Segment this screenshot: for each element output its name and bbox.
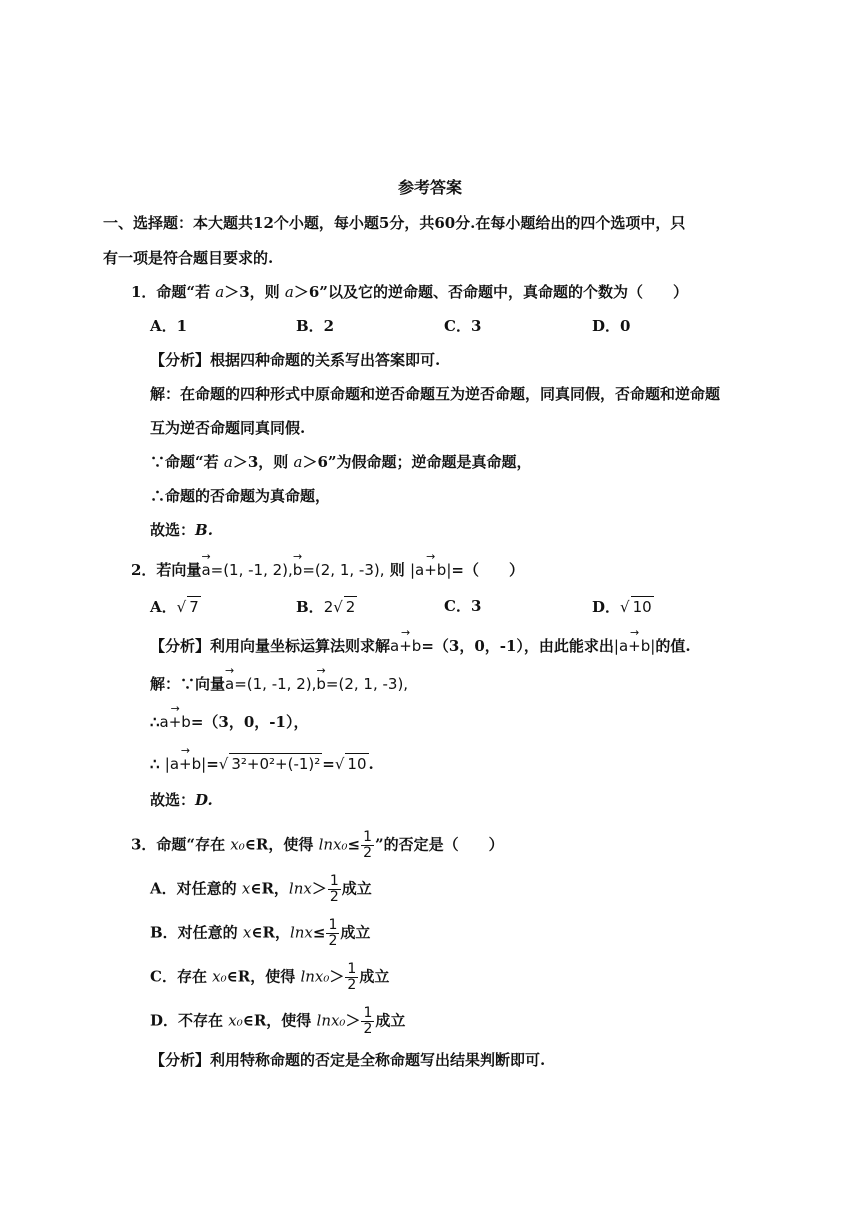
q1-option-b: B．2: [296, 317, 335, 335]
q1-option-c: C．3: [444, 317, 482, 335]
q1-solution-line3: ∵命题“若 a＞3，则 a＞6”为假命题；逆命题是真命题，: [150, 453, 532, 471]
q3-stem: 3．命题“存在 x₀∈R，使得 lnx₀≤ $\frac{1}{2}$ ”的否定是（ ）: [131, 829, 504, 861]
section-heading-line2: 有一项是符合题目要求的.: [103, 249, 274, 267]
q1-option-d: D．0: [592, 317, 631, 335]
q1-analysis: 【分析】根据四种命题的关系写出答案即可.: [150, 351, 441, 369]
fraction: $\frac{1}{2}$: [347, 961, 357, 993]
q1-solution-line1: 解：在命题的四种形式中原命题和逆否命题互为逆否命题，同真同假，否命题和逆命题: [150, 385, 721, 403]
q1-answer: 故选：B.: [150, 521, 213, 539]
q1-option-a: A．1: [150, 317, 188, 335]
q1-solution-line4: ∴命题的否命题为真命题，: [150, 487, 331, 505]
q2-option-b: B．2√ 2: [296, 598, 356, 616]
q2-stem: 2．若向量→ a=(1, -1, 2),→ b=(2, 1, -3), 则 |→ a+b|=（ ）: [131, 558, 524, 580]
q3-option-b: B．对任意的 x∈R，lnx≤ $\frac{1}{2}$ 成立: [150, 917, 371, 949]
q2-analysis: 【分析】利用向量坐标运算法则求解→ a+b=（3，0，-1），由此能求出|→ a+b|的值.: [150, 634, 691, 656]
fraction: $\frac{1}{2}$: [363, 1005, 373, 1037]
q3-option-c: C．存在 x₀∈R，使得 lnx₀＞ $\frac{1}{2}$ 成立: [150, 961, 390, 993]
q2-option-a: A．√ 7: [150, 598, 199, 616]
q1-stem: 1．命题“若 a＞3，则 a＞6”以及它的逆命题、否命题中，真命题的个数为（ ）: [131, 283, 688, 301]
fraction: $\frac{1}{2}$: [329, 873, 339, 905]
q2-solution-line2: ∴→ a+b=（3，0，-1），: [150, 710, 308, 732]
q3-option-a: A．对任意的 x∈R，lnx＞ $\frac{1}{2}$ 成立: [150, 873, 372, 905]
section-heading-line1: 一、选择题：本大题共12个小题，每小题5分，共60分.在每小题给出的四个选项中，只: [103, 214, 686, 232]
q2-solution-line1: 解：∵向量→ a=(1, -1, 2),→ b=(2, 1, -3),: [150, 672, 408, 694]
fraction: $\frac{1}{2}$: [363, 829, 373, 861]
q1-solution-line2: 互为逆否命题同真同假.: [150, 419, 306, 437]
page-title: 参考答案: [397, 178, 462, 197]
fraction: $\frac{1}{2}$: [328, 917, 338, 949]
q2-option-d: D．√ 10: [592, 598, 652, 616]
q3-option-d: D．不存在 x₀∈R，使得 lnx₀＞ $\frac{1}{2}$ 成立: [150, 1005, 406, 1037]
q2-answer: 故选：D.: [150, 791, 213, 809]
q3-analysis: 【分析】利用特称命题的否定是全称命题写出结果判断即可.: [150, 1051, 546, 1069]
q2-option-c: C．3: [444, 597, 482, 615]
q2-solution-line3: ∴ |→ a+b|=√ 3²+0²+(-1)² =√ 10 .: [150, 752, 374, 774]
